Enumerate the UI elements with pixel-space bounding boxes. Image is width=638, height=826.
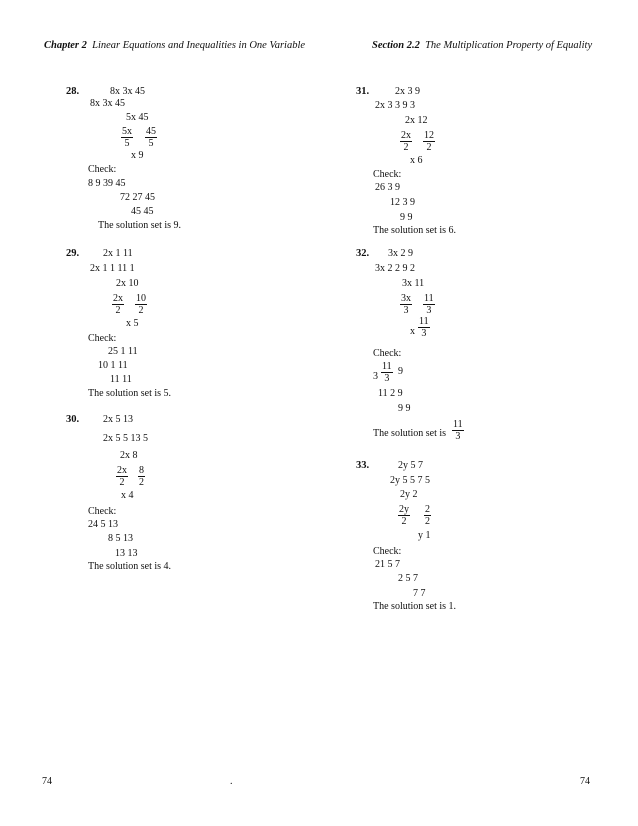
equation-line: 3x 2 2 9 2	[375, 263, 415, 274]
chapter-title: Linear Equations and Inequalities in One Variable	[92, 40, 306, 51]
numerator: 2x	[113, 293, 123, 304]
denominator: 3	[455, 431, 461, 442]
result-variable: x	[410, 326, 415, 337]
denominator: 3	[403, 305, 409, 316]
numerator: 11	[424, 293, 434, 304]
fraction	[452, 419, 464, 442]
chapter-header	[44, 40, 305, 51]
result-line: x 6	[410, 155, 423, 166]
denominator: 2	[139, 477, 144, 488]
denominator: 2	[115, 305, 121, 316]
result-line: y 1	[418, 530, 431, 541]
numerator: 10	[136, 293, 146, 304]
denominator: 2	[425, 516, 430, 527]
equation-line: 5x 45	[126, 112, 149, 123]
check-coefficient: 3	[373, 371, 378, 382]
check-line: 11 11	[110, 374, 132, 385]
equation-line: 2x 3 3 9 3	[375, 100, 415, 111]
check-line: 72 27 45	[120, 192, 155, 203]
problem-number: 33.	[356, 460, 370, 471]
footer-mark: .	[230, 776, 233, 787]
solution-line: The solution set is	[373, 428, 447, 439]
section-header	[372, 40, 592, 51]
equation-line: 2x 3 9	[395, 86, 420, 97]
check-line: 10 1 11	[98, 360, 128, 371]
check-line: 26 3 9	[375, 182, 400, 193]
numerator: 2y	[399, 504, 409, 515]
check-rhs: 9	[398, 366, 403, 377]
check-label: Check:	[373, 546, 402, 557]
solution-line: The solution set is 6.	[373, 225, 457, 236]
numerator: 2x	[401, 130, 411, 141]
denominator: 2	[403, 142, 409, 153]
equation-line: 2x 10	[116, 278, 139, 289]
denominator: 3	[426, 305, 432, 316]
equation-line: 8x 3x 45	[90, 98, 125, 109]
denominator: 2	[401, 516, 407, 527]
check-line: 8 5 13	[108, 533, 133, 544]
check-line: 11 2 9	[378, 388, 403, 399]
page-number-right: 74	[580, 776, 590, 787]
result-line: x 4	[121, 490, 134, 501]
numerator: 2x	[117, 465, 127, 476]
numerator: 11	[453, 419, 463, 430]
equation-line: 8x 3x 45	[110, 86, 145, 97]
section-title: The Multiplication Property of Equality	[425, 40, 593, 51]
result-line: x 5	[126, 318, 139, 329]
problem-number: 30.	[66, 414, 80, 425]
check-label: Check:	[88, 164, 117, 175]
problem-number: 31.	[356, 86, 370, 97]
fraction	[418, 316, 430, 339]
numerator: 2	[425, 504, 430, 515]
denominator: 5	[124, 138, 130, 149]
problem-number: 29.	[66, 248, 80, 259]
problem-number: 28.	[66, 86, 80, 97]
check-line: 7 7	[413, 588, 426, 599]
check-line: 45 45	[131, 206, 154, 217]
denominator: 2	[138, 305, 144, 316]
equation-line: 2y 5 5 7 5	[390, 475, 430, 486]
fraction	[423, 130, 435, 153]
check-label: Check:	[88, 333, 117, 344]
equation-line: 3x 2 9	[388, 248, 413, 259]
check-label: Check:	[88, 506, 117, 517]
check-label: Check:	[373, 348, 402, 359]
check-line: 9 9	[400, 212, 413, 223]
page-number-left: 74	[42, 776, 52, 787]
equation-line: 2x 12	[405, 115, 428, 126]
numerator: 11	[382, 361, 392, 372]
numerator: 11	[419, 316, 429, 327]
equation-line: 2x 1 11	[103, 248, 133, 259]
fraction	[135, 293, 147, 316]
denominator: 5	[148, 138, 154, 149]
fraction	[423, 293, 435, 316]
equation-line: 2x 5 5 13 5	[103, 433, 148, 444]
numerator: 45	[146, 126, 156, 137]
fraction	[145, 126, 157, 149]
denominator: 2	[426, 142, 432, 153]
fraction	[400, 130, 412, 153]
equation-line: 2y 2	[400, 489, 418, 500]
fraction	[121, 126, 133, 149]
equation-line: 2y 5 7	[398, 460, 423, 471]
fraction	[400, 293, 412, 316]
check-line: 8 9 39 45	[88, 178, 126, 189]
chapter-label: Chapter 2	[44, 40, 87, 51]
denominator: 2	[119, 477, 125, 488]
check-label: Check:	[373, 169, 402, 180]
check-line: 24 5 13	[88, 519, 118, 530]
section-label: Section 2.2	[372, 40, 420, 51]
fraction	[138, 465, 145, 488]
problem-number: 32.	[356, 248, 370, 259]
denominator: 3	[384, 373, 390, 384]
solution-line: The solution set is 1.	[373, 601, 457, 612]
numerator: 5x	[122, 126, 132, 137]
fraction	[116, 465, 128, 488]
check-line: 25 1 11	[108, 346, 138, 357]
fraction	[424, 504, 431, 527]
numerator: 3x	[401, 293, 411, 304]
fraction	[398, 504, 410, 527]
solution-line: The solution set is 4.	[88, 561, 172, 572]
check-line: 9 9	[398, 403, 411, 414]
check-line: 2 5 7	[398, 573, 418, 584]
denominator: 3	[421, 328, 427, 339]
equation-line: 2x 8	[120, 450, 138, 461]
check-line: 13 13	[115, 548, 138, 559]
check-line: 12 3 9	[390, 197, 415, 208]
fraction	[112, 293, 124, 316]
numerator: 8	[139, 465, 144, 476]
check-line: 21 5 7	[375, 559, 400, 570]
solution-line: The solution set is 5.	[88, 388, 172, 399]
solution-line: The solution set is 9.	[98, 220, 182, 231]
equation-line: 2x 1 1 11 1	[90, 263, 135, 274]
equation-line: 3x 11	[402, 278, 425, 289]
equation-line: 2x 5 13	[103, 414, 133, 425]
numerator: 12	[424, 130, 434, 141]
result-line: x 9	[131, 150, 144, 161]
fraction	[381, 361, 393, 384]
